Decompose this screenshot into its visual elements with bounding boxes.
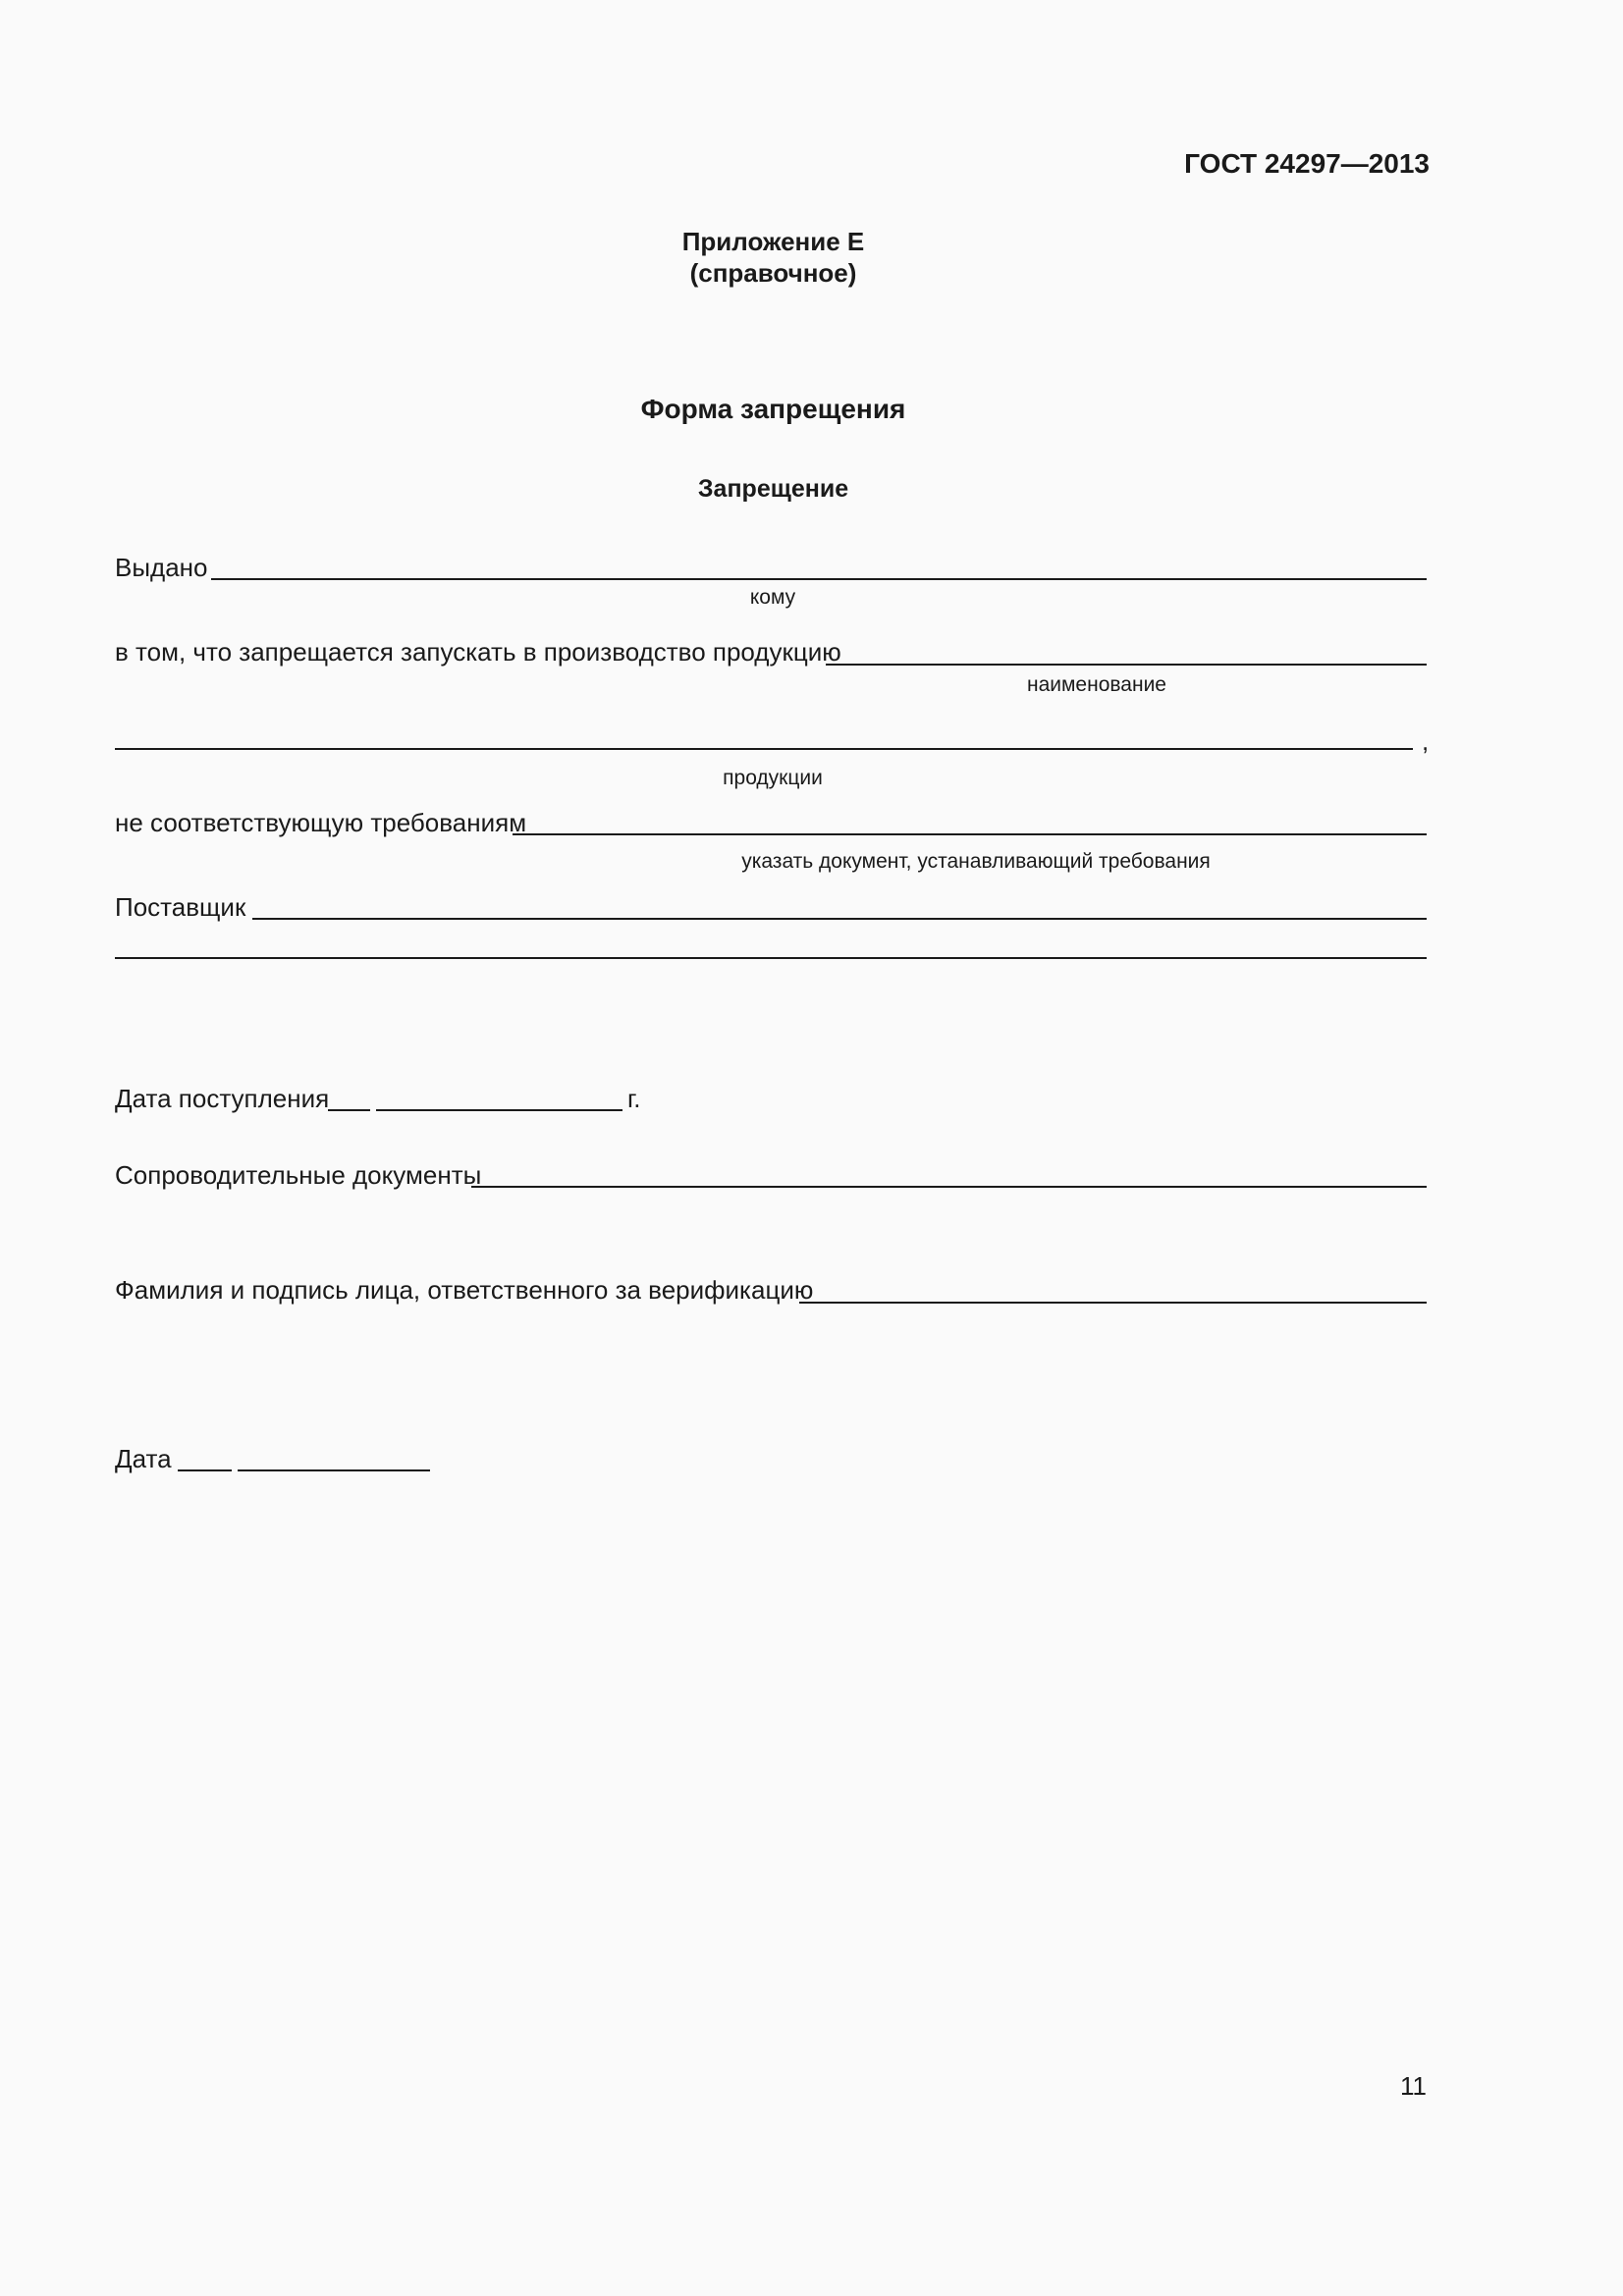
requirements-caption: указать документ, устанавливающий требования bbox=[741, 850, 1211, 873]
supplier-field-line[interactable] bbox=[252, 918, 1427, 920]
documents-label: Сопроводительные документы bbox=[115, 1160, 482, 1190]
date-day-field-line[interactable] bbox=[178, 1469, 232, 1471]
product-caption: продукции bbox=[723, 767, 823, 789]
year-suffix: г. bbox=[627, 1084, 641, 1113]
responsible-field-line[interactable] bbox=[799, 1302, 1427, 1304]
name-caption: наименование bbox=[1026, 673, 1166, 696]
form-subtitle: Запрещение bbox=[697, 475, 849, 503]
comma: , bbox=[1422, 726, 1430, 756]
issued-field-line[interactable] bbox=[211, 578, 1427, 580]
supplier-field-line-2[interactable] bbox=[115, 957, 1427, 959]
form-title: Форма запрещения bbox=[640, 394, 906, 424]
arrival-month-field-line[interactable] bbox=[376, 1109, 622, 1111]
date-label: Дата bbox=[115, 1444, 172, 1473]
requirements-label: не соответствующую требованиям bbox=[115, 808, 527, 837]
standard-number: ГОСТ 24297—2013 bbox=[1184, 148, 1430, 179]
prohibited-label: в том, что запрещается запускать в производство продукцию bbox=[115, 637, 841, 667]
arrival-date-label: Дата поступления bbox=[115, 1084, 330, 1113]
date-month-field-line[interactable] bbox=[238, 1469, 430, 1471]
supplier-label: Поставщик bbox=[115, 892, 246, 922]
product-name-field-line[interactable] bbox=[826, 664, 1427, 666]
documents-field-line[interactable] bbox=[471, 1186, 1427, 1188]
appendix-subtitle: (справочное) bbox=[689, 258, 857, 288]
issued-label: Выдано bbox=[115, 553, 208, 582]
requirements-field-line[interactable] bbox=[513, 833, 1427, 835]
issued-caption: кому bbox=[749, 586, 796, 609]
product-field-line[interactable] bbox=[115, 748, 1413, 750]
arrival-day-field-line[interactable] bbox=[328, 1109, 370, 1111]
responsible-label: Фамилия и подпись лица, ответственного за верификацию bbox=[115, 1275, 814, 1305]
appendix-title: Приложение Е bbox=[681, 227, 865, 256]
page-number: 11 bbox=[1400, 2071, 1427, 2101]
